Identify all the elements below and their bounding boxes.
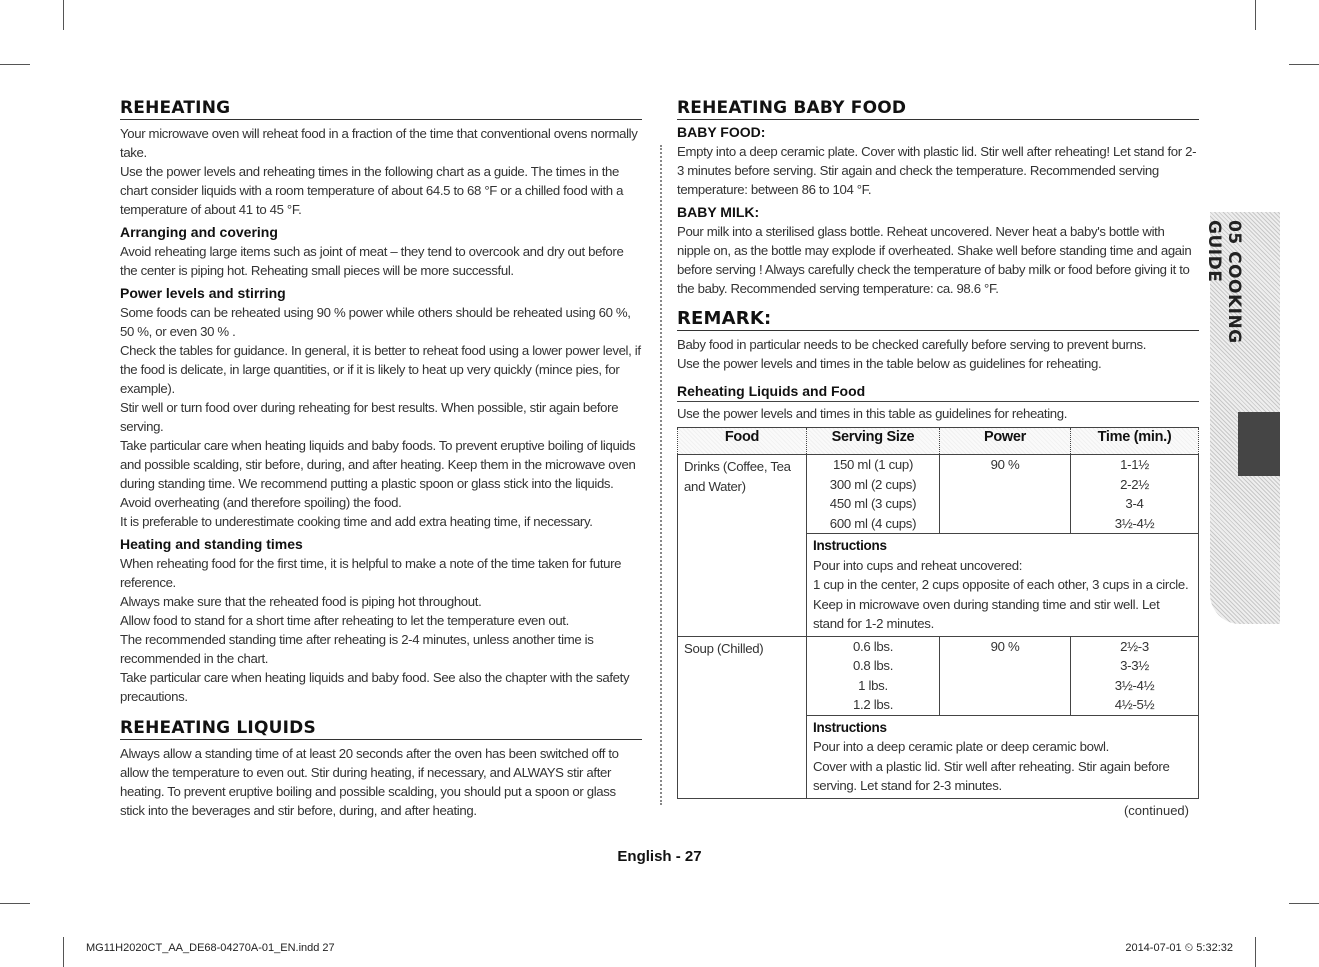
instructions-text: Pour into a deep ceramic plate or deep ceramic bowl. (813, 739, 1109, 754)
baby-food-subheading: BABY FOOD: (677, 124, 766, 140)
chapter-label: 05 COOKING GUIDE (1204, 220, 1244, 344)
crop-mark (0, 64, 30, 65)
paragraph: Empty into a deep ceramic plate. Cover with plastic lid. Stir well after reheating! Let stand for 2-3 minutes before serving. Stir again and check the temperature. Recommended serving temperature: between 86 to 104 °F. (677, 144, 1197, 197)
paragraph: Take particular care when heating liquids and baby foods. To prevent eruptive boiling of liquids and possible scalding, stir before, during, and after heating. Keep them in the microwave oven during standing time. We recommend putting a plastic spoon or glass stick into the liquids. Avoid overheating (and therefore spoiling) the food. (120, 438, 636, 510)
column-divider (660, 145, 664, 805)
serving-size-cell (807, 636, 940, 715)
serving-size: 600 ml (4 cups) (829, 515, 917, 531)
serving-size: 1 lbs. (858, 677, 888, 693)
serving-size: 450 ml (3 cups) (829, 496, 917, 511)
paragraph: When reheating food for the first time, it is helpful to make a note of the time taken for future reference. (120, 556, 622, 590)
paragraph: Always make sure that the reheated food is piping hot throughout. (120, 594, 482, 609)
serving-size: 150 ml (1 cup) (832, 457, 914, 472)
right-column (677, 98, 1199, 818)
remark-heading: REMARK: (677, 308, 1199, 331)
paragraph: Check the tables for guidance. In general, it is better to reheat food using a lower power level, if the food is delicate, in large quantities, or if it is likely to heat up very quickly (mince pies, for example). (120, 343, 641, 396)
paragraph: Always allow a standing time of at least 20 seconds after the oven has been switched off to allow the temperature to even out. Stir during heating, if necessary, and ALWAYS stir after heating. To prevent eruptive boiling and possible scalding, you should put a spoon or glass stick into the beverages and stir before, during, and after heating. (120, 746, 619, 818)
paragraph: Use the power levels and reheating times in the following chart as a guide. The times in the chart consider liquids with a room temperature of about 64.5 to 68 °F or a chilled food with a temperature of about 41 to 45 °F. (120, 164, 624, 217)
time-value: 2½-3 (1120, 638, 1149, 654)
time-value: 4½-5½ (1114, 697, 1155, 712)
paragraph: Pour milk into a sterilised glass bottle. Reheat uncovered. Never heat a baby's bottle with nipple on, as the bottle may explode if overheated. Shake well before standing time and again before serving ! Always carefully check the temperature of baby milk or food before giving it to the baby. Recommended serving temperature: ca. 98.6 °F. (677, 224, 1192, 296)
time-value: 1-1½ (1120, 457, 1149, 472)
serving-size: 1.2 lbs. (852, 697, 894, 712)
crop-mark (63, 937, 64, 967)
crop-mark (1289, 64, 1319, 65)
time-cell (1071, 636, 1199, 715)
time-value: 3½-4½ (1114, 677, 1155, 693)
reheating-heading: REHEATING (120, 98, 642, 120)
chapter-marker (1238, 412, 1280, 476)
page-number: English - 27 (617, 848, 702, 865)
table-row (678, 636, 1199, 715)
time-value: 3-4 (1125, 496, 1144, 511)
arranging-heading: Arranging and covering (120, 224, 278, 240)
paragraph: The recommended standing time after reheating is 2-4 minutes, unless another time is recommended in the chart. (120, 632, 594, 666)
paragraph: Your microwave oven will reheat food in a fraction of the time that conventional ovens normally take. (120, 126, 638, 160)
table-row (678, 455, 1199, 534)
time-cell (1071, 455, 1199, 534)
food-cell: Soup (Chilled) (678, 636, 807, 798)
time-value: 2-2½ (1120, 476, 1149, 492)
paragraph: Avoid reheating large items such as joint of meat – they tend to overcook and dry out before the center is piping hot. Reheating small pieces will be more successful. (120, 244, 624, 278)
baby-milk-subheading: BABY MILK: (677, 204, 760, 220)
instructions-cell (807, 715, 1199, 798)
chapter-side-tab (1204, 212, 1280, 624)
paragraph: Take particular care when heating liquids and baby food. See also the chapter with the safety precautions. (120, 670, 630, 704)
reheating-table (677, 427, 1199, 799)
instructions-title: Instructions (813, 719, 887, 735)
paragraph: It is preferable to underestimate cooking time and add extra heating time, if necessary. (120, 514, 593, 529)
instructions-text: Pour into cups and reheat uncovered: (813, 557, 1023, 573)
power-cell: 90 % (940, 636, 1071, 715)
crop-mark (63, 0, 64, 30)
crop-mark (1255, 0, 1256, 30)
paragraph: Use the power levels and times in the table below as guidelines for reheating. (677, 356, 1102, 371)
standing-times-heading: Heating and standing times (120, 536, 303, 552)
instructions-cell (807, 534, 1199, 637)
instructions-text: 1 cup in the center, 2 cups opposite of each other, 3 cups in a circle. Keep in microwave oven during standing time and stir well. Let stand for 1-2 minutes. (813, 577, 1189, 631)
instructions-text: Cover with a plastic lid. Stir well after reheating. Stir again before serving. Let stand for 2-3 minutes. (813, 758, 1170, 793)
column-header: Power (940, 428, 1071, 455)
file-slug: MG11H2020CT_AA_DE68-04270A-01_EN.indd 27 (86, 942, 335, 954)
column-header: Time (min.) (1071, 428, 1199, 455)
column-header: Food (678, 428, 807, 455)
power-cell: 90 % (940, 455, 1071, 534)
instructions-title: Instructions (813, 538, 887, 553)
power-levels-heading: Power levels and stirring (120, 285, 286, 301)
reheating-liquids-heading: REHEATING LIQUIDS (120, 718, 642, 740)
paragraph: Allow food to stand for a short time after reheating to let the temperature even out. (120, 613, 569, 628)
time-value: 3½-4½ (1114, 515, 1155, 531)
time-value: 3-3½ (1120, 658, 1149, 673)
crop-mark (0, 903, 30, 904)
paragraph: Some foods can be reheated using 90 % power while others should be reheated using 60 %, 50 %, or even 30 % . (120, 305, 631, 339)
serving-size: 0.8 lbs. (852, 658, 894, 673)
paragraph: Stir well or turn food over during reheating for best results. When possible, stir again before serving. (120, 400, 619, 434)
left-column (120, 98, 642, 820)
datetime-slug: 2014-07-01 ⏲ 5:32:32 (1125, 942, 1233, 954)
serving-size-cell (807, 455, 940, 534)
serving-size: 0.6 lbs. (852, 638, 894, 654)
paragraph: Use the power levels and times in this table as guidelines for reheating. (677, 406, 1068, 421)
table-header-row (678, 428, 1199, 455)
paragraph: Baby food in particular needs to be checked carefully before serving to prevent burns. (677, 337, 1147, 352)
food-cell: Drinks (Coffee, Tea and Water) (678, 455, 807, 637)
continued-label: (continued) (1123, 802, 1189, 818)
crop-mark (1289, 903, 1319, 904)
crop-mark (1255, 937, 1256, 967)
baby-food-heading: REHEATING BABY FOOD (677, 98, 1199, 120)
column-header: Serving Size (807, 428, 940, 455)
table-heading: Reheating Liquids and Food (677, 383, 1199, 402)
serving-size: 300 ml (2 cups) (829, 476, 917, 492)
